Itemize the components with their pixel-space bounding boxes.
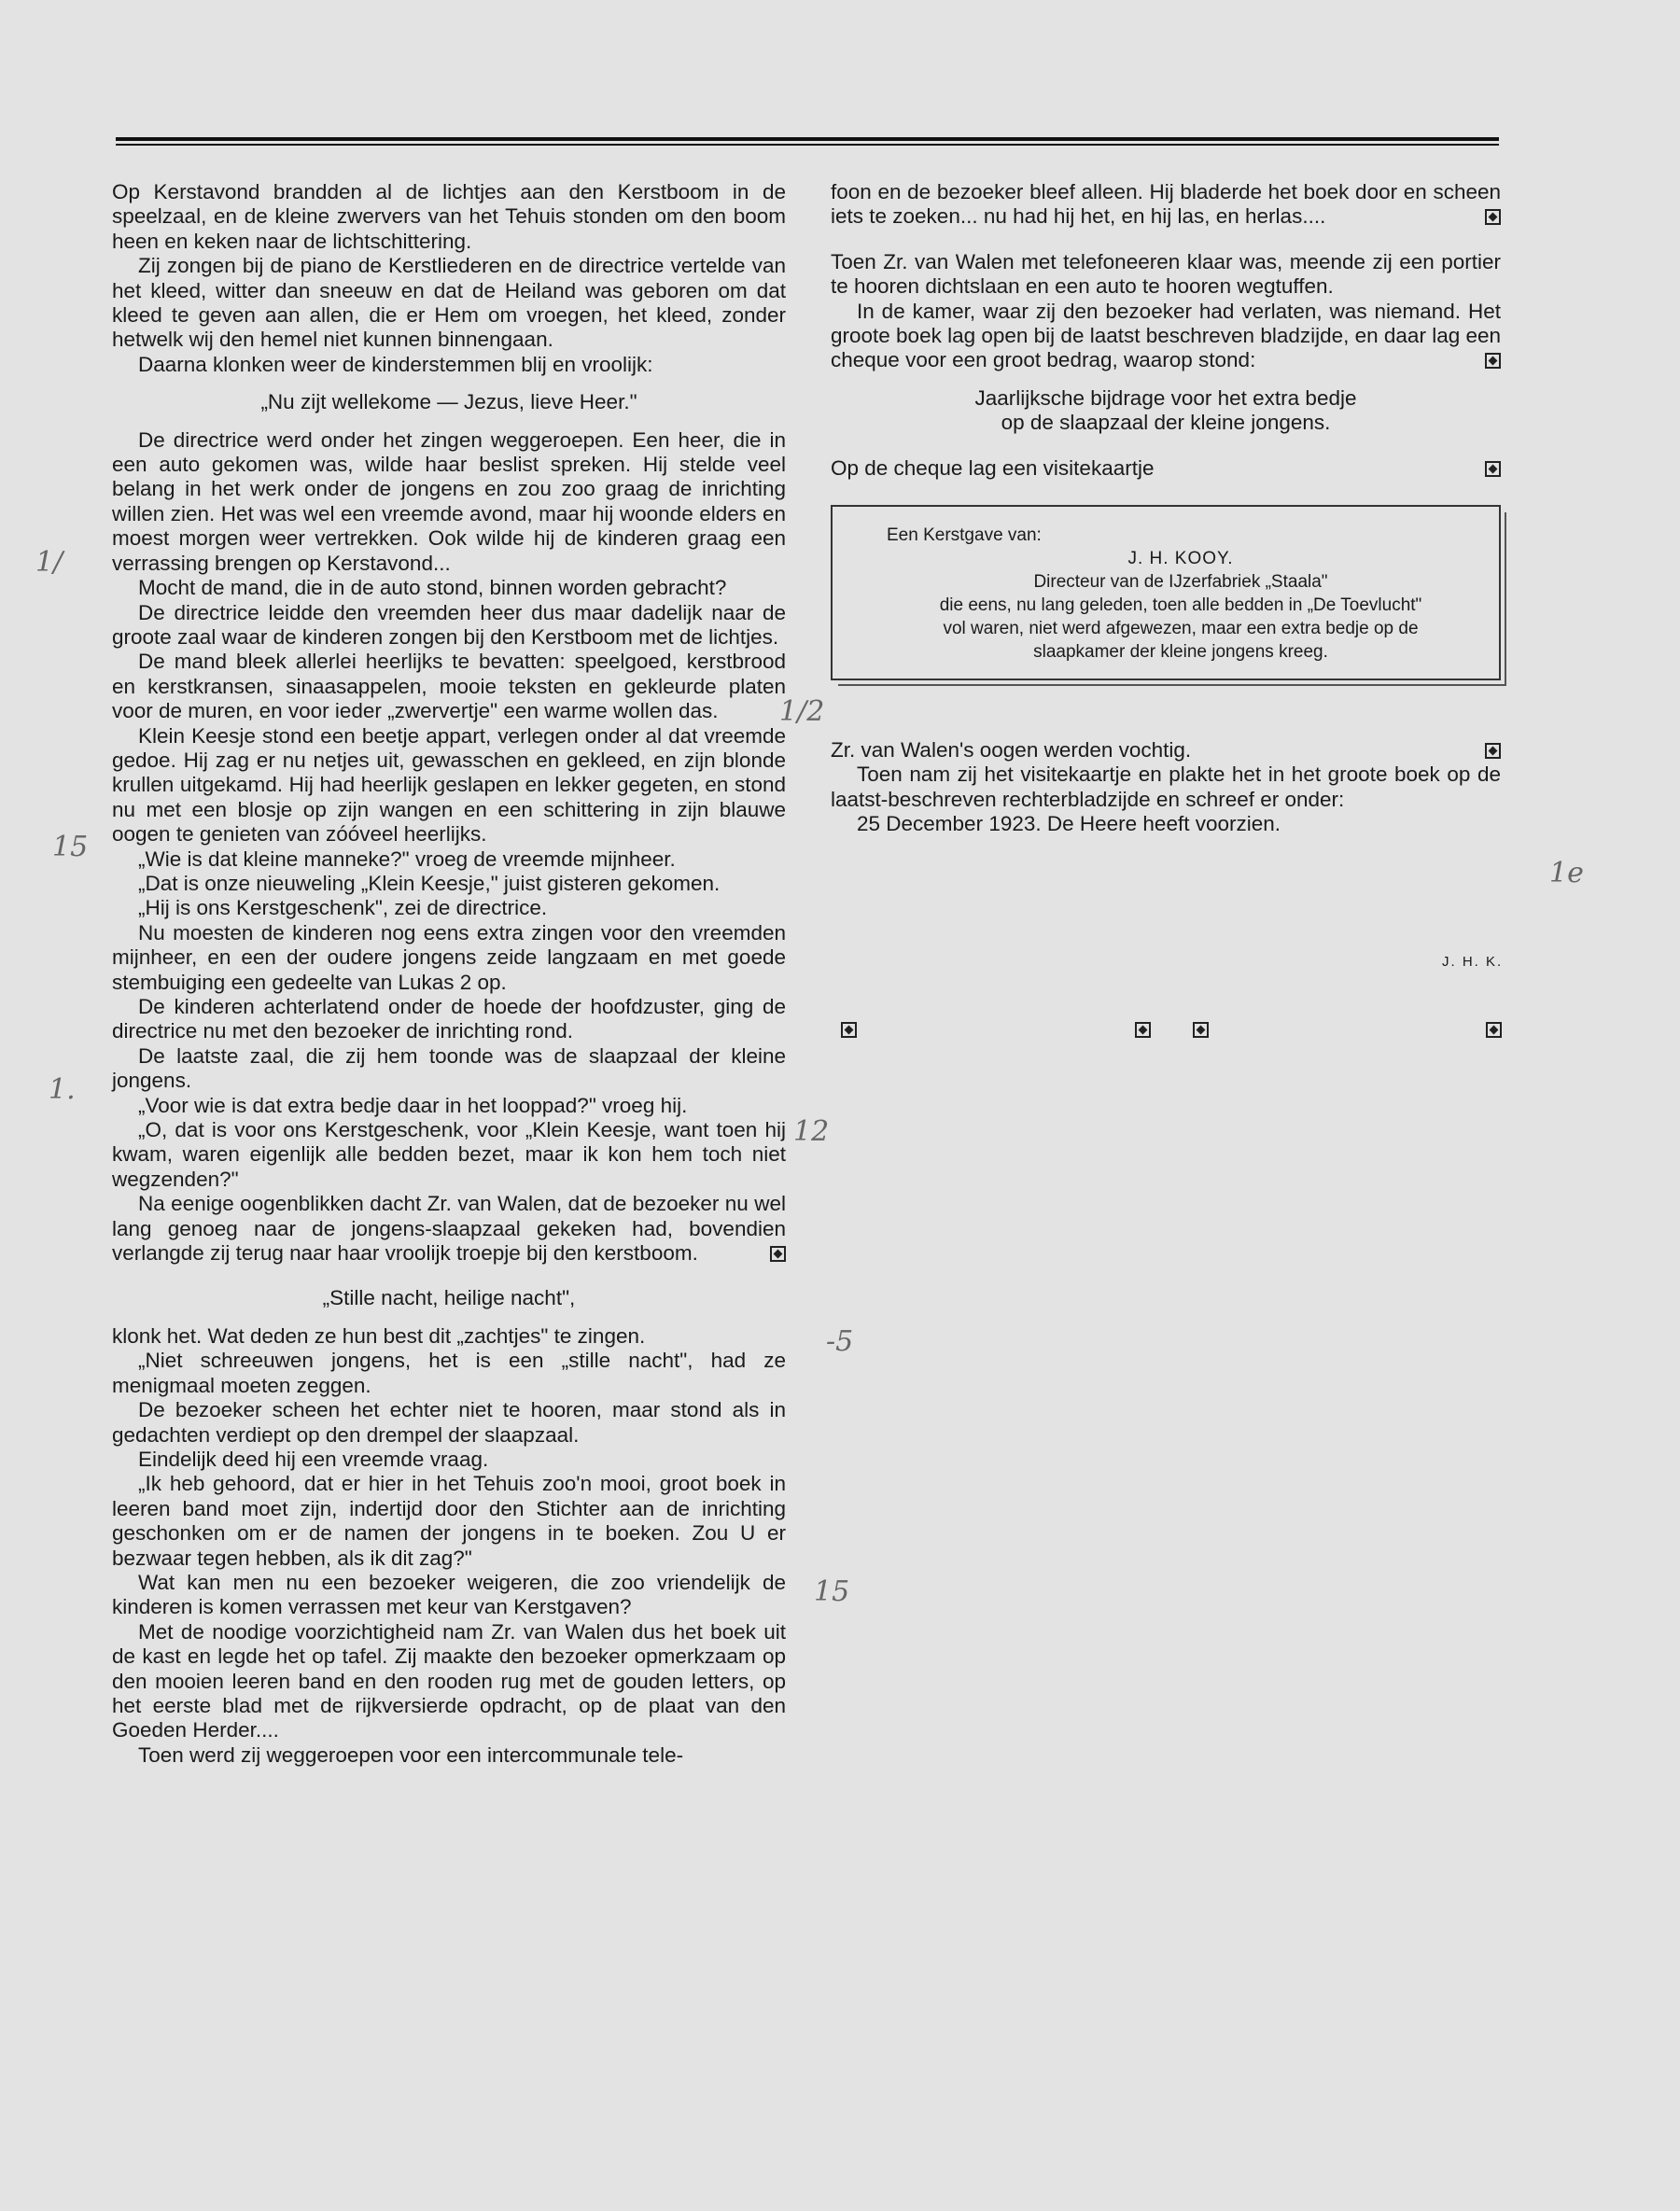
left-paragraph [112, 847, 786, 872]
left-paragraph [112, 1044, 786, 1094]
left-paragraph [112, 428, 786, 576]
paragraph-text: foon en de bezoeker bleef alleen. Hij bladerde het boek door en scheen iets te zoeken... nu had hij het, en hij las, en herlas.... [831, 180, 1501, 229]
paragraph-text: Eindelijk deed hij een vreemde vraag. [138, 1447, 489, 1471]
right-paragraph [831, 411, 1501, 435]
card-title: Directeur van de IJzerfabriek „Staala" [1033, 572, 1328, 593]
left-paragraph [112, 872, 786, 896]
handwritten-mark: 1. [49, 1073, 76, 1106]
left-paragraph [112, 1118, 786, 1192]
handwritten-mark: 1/2 [779, 695, 825, 728]
card-line-5: vol waren, niet werd afgewezen, maar een extra bedje op de [943, 619, 1419, 639]
left-paragraph [112, 1620, 786, 1743]
top-rule-thin [116, 144, 1499, 146]
paragraph-text: Wat kan men nu een bezoeker weigeren, die zoo vriendelijk de kinderen is komen verrassen met keur van Kerstgaven? [112, 1570, 786, 1619]
left-paragraph [112, 1571, 786, 1620]
paragraph-text: De directrice leidde den vreemden heer dus maar dadelijk naar de groote zaal waar de kinderen zongen bij den Kerstboom met de lichtjes. [112, 600, 786, 649]
right-paragraph [831, 386, 1501, 411]
paragraph-text: „Dat is onze nieuweling „Klein Keesje," juist gisteren gekomen. [138, 871, 721, 895]
left-paragraph [112, 921, 786, 995]
paragraph-text: Toen werd zij weggeroepen voor een intercommunale tele- [138, 1742, 684, 1767]
ornament-icon [1135, 1022, 1151, 1038]
handwritten-mark: 15 [814, 1575, 850, 1608]
paragraph-text: Nu moesten de kinderen nog eens extra zingen voor den vreemden mijnheer, en een der oudere jongens zeide langzaam en met goede stembuiging een gedeelte van Lukas 2 op. [112, 920, 786, 994]
right-paragraph [831, 456, 1501, 481]
left-paragraph [112, 1349, 786, 1398]
left-paragraph [112, 995, 786, 1044]
left-paragraph [112, 1472, 786, 1571]
paragraph-text: Na eenige oogenblikken dacht Zr. van Walen, dat de bezoeker nu wel lang genoeg naar de jongens-slaapzaal gekeken had, bovendien verlangde zij terug naar haar vroolijk troepje bij den kerstboom. [112, 1192, 786, 1266]
left-paragraph [112, 896, 786, 920]
card-line-6: slaapkamer der kleine jongens kreeg. [1033, 642, 1328, 663]
author-initials: J. H. K. [1442, 954, 1504, 970]
paragraph-text: Klein Keesje stond een beetje appart, verlegen onder al dat vreemde gedoe. Hij zag er nu netjes uit, gewasschen en gekleed, en zijn blonde krullen uitgekamd. Hij had heerlijk geslapen en lekker gegeten, en stond nu met een blosje op zijn wangen en een schittering in zijn blauwe oogen te genieten van zóóveel heerlijks. [112, 723, 786, 847]
paragraph-text: Zij zongen bij de piano de Kerstliederen en de directrice vertelde van het kleed, witter dan sneeuw en dat de Heiland was geboren om dat kleed te geven aan allen, die er Hem om vroegen, het kleed, zonder hetwelk wij den hemel niet kunnen binnengaan. [112, 254, 786, 352]
left-paragraph [112, 1448, 786, 1472]
handwritten-mark: 1e [1549, 857, 1584, 889]
paragraph-text: Met de noodige voorzichtigheid nam Zr. van Walen dus het boek uit de kast en legde het op tafel. Zij maakte den bezoeker opmerkzaam op den mooien leeren band en den rooden rug met de gouden letters, op het eerste blad met de rijkversierde opdracht, op de plaat van den Goeden Herder.... [112, 1619, 786, 1742]
ornament-icon [1486, 1022, 1502, 1038]
paragraph-text: „Hij is ons Kerstgeschenk", zei de directrice. [138, 896, 548, 920]
paragraph-text: Op de cheque lag een visitekaartje [831, 455, 1155, 480]
right-column [831, 180, 1501, 837]
handwritten-mark: 12 [793, 1115, 830, 1148]
ornament-icon [1485, 353, 1501, 369]
paragraph-text: „Nu zijt wellekome — Jezus, lieve Heer." [260, 390, 637, 414]
paragraph-text: Op Kerstavond brandden al de lichtjes aan den Kerstboom in de speelzaal, en de kleine zwervers van het Tehuis stonden om den boom heen en keken naar de lichtschittering. [112, 180, 786, 253]
left-paragraph [112, 576, 786, 600]
paragraph-text: De bezoeker scheen het echter niet te hooren, maar stond als in gedachten verdiept op den drempel der slaapzaal. [112, 1398, 786, 1447]
left-column [112, 180, 786, 1768]
left-paragraph [112, 1192, 786, 1266]
card-line-1: Een Kerstgave van: [887, 525, 1042, 546]
paragraph-text: De directrice werd onder het zingen weggeroepen. Een heer, die in een auto gekomen was, wilde haar beslist spreken. Hij stelde veel belang in het werk onder de jongens en zou zoo graag de inrichting willen zien. Het was wel een vreemde avond, maar hij woonde elders en moest morgen weer vertrekken. Ook wilde hij de kinderen graag een verrassing brengen op Kerstavond... [112, 427, 786, 575]
paragraph-text: De mand bleek allerlei heerlijks te bevatten: speelgoed, kerstbrood en kerstkransen, sinaasappelen, mooie teksten en gekleurde platen voor de muren, en voor ieder „zwervertje" een warme wollen das. [112, 650, 786, 723]
paragraph-text: Mocht de mand, die in de auto stond, binnen worden gebracht? [138, 576, 727, 600]
left-paragraph [112, 353, 786, 377]
paragraph-text: De kinderen achterlatend onder de hoede der hoofdzuster, ging de directrice nu met den bezoeker de inrichting rond. [112, 995, 786, 1043]
paragraph-text: „Voor wie is dat extra bedje daar in het looppad?" vroeg hij. [138, 1093, 688, 1117]
paragraph-text: op de slaapzaal der kleine jongens. [1001, 411, 1331, 435]
card-name: J. H. KOOY. [1127, 549, 1234, 569]
paragraph-text: „Wie is dat kleine manneke?" vroeg de vreemde mijnheer. [138, 847, 676, 871]
handwritten-mark: -5 [826, 1325, 854, 1358]
left-paragraph [112, 1398, 786, 1448]
right-paragraph [831, 250, 1501, 300]
ending-paragraph [831, 763, 1501, 812]
left-paragraph [112, 180, 786, 254]
paragraph-text: „Stille nacht, heilige nacht", [322, 1286, 576, 1310]
ornament-icon [1193, 1022, 1209, 1038]
paragraph-text: Toen Zr. van Walen met telefoneeren klaar was, meende zij een portier te hooren dichtslaan en een auto te hooren wegtuffen. [831, 249, 1501, 299]
paragraph-text: Daarna klonken weer de kinderstemmen blij en vroolijk: [138, 352, 653, 376]
left-paragraph [112, 650, 786, 723]
handwritten-mark: 1/ [35, 546, 63, 579]
ending-paragraph [831, 738, 1501, 763]
left-paragraph [112, 1094, 786, 1118]
paragraph-text: „Niet schreeuwen jongens, het is een „stille nacht", had ze menigmaal moeten zeggen. [112, 1349, 786, 1397]
paragraph-text: Toen nam zij het visitekaartje en plakte het in het groote boek op de laatst-beschreven rechterbladzijde en schreef er onder: [831, 763, 1501, 811]
paragraph-text: „Ik heb gehoord, dat er hier in het Tehuis zoo'n mooi, groot boek in leeren band moet zijn, indertijd door den Stichter aan de inrichting geschonken om er de namen der jongens in te boeken. Zou U er bezwaar tegen hebben, als ik dit zag?" [112, 1472, 786, 1570]
left-paragraph [112, 1286, 786, 1310]
ornament-icon [1485, 743, 1501, 759]
paragraph-text: De laatste zaal, die zij hem toonde was de slaapzaal der kleine jongens. [112, 1043, 786, 1093]
ornament-icon [1485, 209, 1501, 225]
paragraph-text: Zr. van Walen's oogen werden vochtig. [831, 738, 1192, 763]
handwritten-mark: 15 [52, 831, 89, 863]
card-line-4: die eens, nu lang geleden, toen alle bedden in „De Toevlucht" [939, 595, 1422, 616]
left-paragraph [112, 724, 786, 847]
left-paragraph [112, 601, 786, 651]
top-rule [116, 137, 1499, 141]
paragraph-text: In de kamer, waar zij den bezoeker had verlaten, was niemand. Het groote boek lag open bij de laatst beschreven bladzijde, en daar lag een cheque voor een groot bedrag, waarop stond: [831, 299, 1502, 372]
ornament-icon [1485, 461, 1501, 477]
ornament-icon [841, 1022, 857, 1038]
paragraph-text: 25 December 1923. De Heere heeft voorzien. [857, 812, 1281, 836]
paragraph-text: „O, dat is voor ons Kerstgeschenk, voor „Klein Keesje, want toen hij kwam, waren eigenlijk alle bedden bezet, maar ik kon hem toch niet wegzenden?" [112, 1118, 786, 1191]
ending-paragraph [831, 812, 1501, 836]
ornament-icon [770, 1246, 786, 1262]
right-paragraph [831, 300, 1501, 373]
left-paragraph [112, 254, 786, 353]
right-paragraph [831, 180, 1501, 230]
left-paragraph [112, 1743, 786, 1768]
left-paragraph [112, 390, 786, 414]
paragraph-text: klonk het. Wat deden ze hun best dit „zachtjes" te zingen. [112, 1323, 646, 1348]
paragraph-text: Jaarlijksche bijdrage voor het extra bedje [974, 385, 1357, 410]
business-card [831, 505, 1501, 680]
left-paragraph [112, 1324, 786, 1349]
